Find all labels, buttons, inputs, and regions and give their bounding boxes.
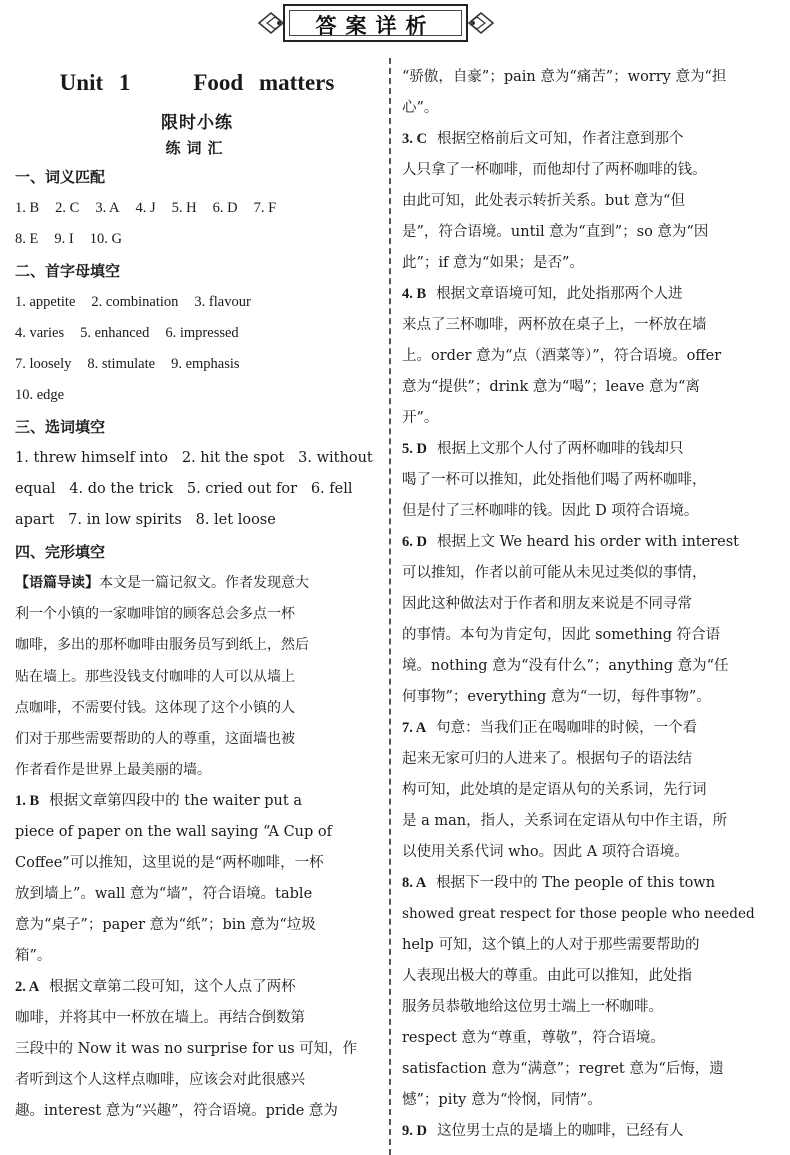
answer-item: 3. A xyxy=(95,200,120,216)
explanation-line: 开”。 xyxy=(402,410,439,426)
explanation-line: 以使用关系代词 who。因此 A 项符合语境。 xyxy=(402,844,689,860)
guide-line: 们对于那些需要帮助的人的尊重，这面墙也被 xyxy=(15,731,295,748)
explanation-line: 来点了三杯咖啡，两杯放在桌子上，一杯放在墙 xyxy=(402,317,707,333)
guide-line: 咖啡，多出的那杯咖啡由服务员写到纸上，然后 xyxy=(15,637,309,654)
question-9-explanation xyxy=(402,1116,774,1147)
explanation-line: 根据文章语境可知，此处指那两个人进 xyxy=(436,286,683,302)
answer-item: 2. combination xyxy=(91,294,179,310)
part2-row xyxy=(15,380,379,411)
right-column xyxy=(402,62,774,1147)
answer-item: 4. J xyxy=(135,200,156,216)
page-title: 答案详析 xyxy=(315,14,436,38)
question-number: 2. A xyxy=(15,979,40,996)
ornament-left-icon xyxy=(257,10,285,36)
explanation-line: respect 意为“尊重，尊敬”，符合语境。 xyxy=(402,1030,665,1046)
answer-item: 6. D xyxy=(212,200,238,216)
section-title: 限时小练 xyxy=(161,113,233,133)
left-column xyxy=(15,62,379,1127)
guide-line: 贴在墙上。那些没钱支付咖啡的人可以从墙上 xyxy=(15,668,295,685)
explanation-line: 根据上文 We heard his order with interest xyxy=(436,534,739,550)
explanation-line: 人表现出极大的尊重。由此可以推知，此处指 xyxy=(402,968,692,984)
part3-line: apart 7. in low spirits 8. let loose xyxy=(15,512,276,528)
explanation-line: 因此这种做法对于作者和朋友来说是不同寻常 xyxy=(402,596,692,612)
explanation-line: 的事情。本句为肯定句，因此 something 符合语 xyxy=(402,627,721,643)
answer-item: 5. H xyxy=(171,200,197,216)
explanation-line: 心”。 xyxy=(402,100,439,116)
explanation-line: 境。nothing 意为“没有什么”；anything 意为“任 xyxy=(402,658,729,674)
explanation-line: 是”，符合语境。until 意为“直到”；so 意为“因 xyxy=(402,224,709,240)
part1-row1 xyxy=(15,193,379,224)
question-3-explanation xyxy=(402,124,774,279)
explanation-line: showed great respect for those people who needed xyxy=(402,906,755,922)
explanation-line: 意为“桌子”；paper 意为“纸”；bin 意为“垃圾 xyxy=(15,917,316,934)
answer-item: 8. E xyxy=(15,231,39,247)
answer-item: 9. emphasis xyxy=(171,356,240,372)
explanation-line: 根据上文那个人付了两杯咖啡的钱却只 xyxy=(436,441,684,457)
question-1-explanation xyxy=(15,786,379,972)
explanation-line: 喝了一杯可以推知，此处指他们喝了两杯咖啡， xyxy=(402,472,707,488)
guide-tag: 【语篇导读】 xyxy=(15,575,99,591)
question-number: 5. D xyxy=(402,441,427,457)
part2-row xyxy=(15,287,379,318)
answer-item: 3. flavour xyxy=(194,294,251,310)
part3-title: 三、选词填空 xyxy=(15,418,106,436)
explanation-line: help 可知，这个镇上的人对于那些需要帮助的 xyxy=(402,937,700,953)
part2-title: 二、首字母填空 xyxy=(15,262,121,280)
guide-line: 点咖啡，不需要付钱。这体现了这个小镇的人 xyxy=(15,699,295,716)
explanation-line: 意为“提供”；drink 意为“喝”；leave 意为“离 xyxy=(402,379,700,395)
explanation-line: 根据下一段中的 The people of this town xyxy=(436,875,716,891)
explanation-line: Coffee”可以推知，这里说的是“两杯咖啡，一杯 xyxy=(15,855,324,872)
explanation-line: 三段中的 Now it was no surprise for us 可知，作 xyxy=(15,1041,358,1058)
answer-item: 10. edge xyxy=(15,387,65,403)
question-8-explanation xyxy=(402,868,774,1116)
explanation-line: 由此可知，此处表示转折关系。but 意为“但 xyxy=(402,193,685,209)
unit-title: Unit 1 Food matters xyxy=(59,70,335,95)
explanation-line: 憾”；pity 意为“怜悯，同情”。 xyxy=(402,1092,602,1108)
part1-row2 xyxy=(15,224,379,255)
answer-item: 4. varies xyxy=(15,325,65,341)
part2-row xyxy=(15,349,379,380)
explanation-line: 起来无家可归的人进来了。根据句子的语法结 xyxy=(402,751,692,767)
answer-item: 1. appetite xyxy=(15,294,76,310)
answer-item: 7. F xyxy=(253,200,277,216)
answer-item: 1. B xyxy=(15,200,40,216)
part1-title: 一、词义匹配 xyxy=(15,168,106,186)
answer-item: 7. loosely xyxy=(15,356,72,372)
explanation-line: 根据文章第二段可知，这个人点了两杯 xyxy=(49,979,296,996)
explanation-line: 何事物”；everything 意为“一切，每件事物”。 xyxy=(402,689,711,705)
guide-line: 利一个小镇的一家咖啡馆的顾客总会多点一杯 xyxy=(15,606,295,623)
page-header xyxy=(0,0,790,58)
answer-item: 9. I xyxy=(54,231,74,247)
question-2-explanation xyxy=(15,972,379,1127)
explanation-line: 人只拿了一杯咖啡，而他却付了两杯咖啡的钱。 xyxy=(402,162,707,178)
explanation-line: 但是付了三杯咖啡的钱。因此 D 项符合语境。 xyxy=(402,503,699,519)
guide-line: 作者看作是世界上最美丽的墙。 xyxy=(15,762,211,779)
guide-line: 本文是一篇记叙文。作者发现意大 xyxy=(99,575,309,591)
explanation-line: 根据文章第四段中的 the waiter put a xyxy=(49,793,302,810)
explanation-line: 根据空格前后文可知，作者注意到那个 xyxy=(436,131,684,147)
explanation-line: 这位男士点的是墙上的咖啡，已经有人 xyxy=(436,1123,684,1139)
question-number: 6. D xyxy=(402,534,427,550)
ornament-right-icon xyxy=(467,10,495,36)
question-6-explanation xyxy=(402,527,774,713)
part2-row xyxy=(15,318,379,349)
question-number: 1. B xyxy=(15,793,40,810)
column-divider xyxy=(389,58,391,1155)
question-number: 4. B xyxy=(402,286,427,302)
answer-item: 6. impressed xyxy=(165,325,239,341)
explanation-line: “骄傲，自豪”；pain 意为“痛苦”；worry 意为“担 xyxy=(402,69,727,85)
question-5-explanation xyxy=(402,434,774,527)
question-number: 3. C xyxy=(402,131,427,147)
answer-item: 8. stimulate xyxy=(87,356,156,372)
explanation-line: 此”；if 意为“如果；是否”。 xyxy=(402,255,584,271)
part3-line: equal 4. do the trick 5. cried out for 6. fell xyxy=(15,481,353,497)
explanation-line: 者听到这个人这样点咖啡，应该会对此很感兴 xyxy=(15,1072,305,1089)
explanation-line: 构可知，此处填的是定语从句的关系词，先行词 xyxy=(402,782,707,798)
answer-item: 10. G xyxy=(89,231,122,247)
answer-item: 5. enhanced xyxy=(80,325,150,341)
question-number: 7. A xyxy=(402,720,427,736)
question-2-continued xyxy=(402,62,774,124)
explanation-line: 可以推知，作者以前可能从未见过类似的事情， xyxy=(402,565,707,581)
explanation-line: 服务员恭敬地给这位男士端上一杯咖啡。 xyxy=(402,999,663,1015)
header-badge xyxy=(283,4,468,42)
explanation-line: 趣。interest 意为“兴趣”，符合语境。pride 意为 xyxy=(15,1103,338,1120)
question-number: 9. D xyxy=(402,1123,427,1139)
explanation-line: 上。order 意为“点（酒菜等）”，符合语境。offer xyxy=(402,348,722,364)
part4-title: 四、完形填空 xyxy=(15,543,106,561)
explanation-line: 是 a man，指人，关系词在定语从句中作主语，所 xyxy=(402,813,728,829)
explanation-line: satisfaction 意为“满意”；regret 意为“后悔，遗 xyxy=(402,1061,724,1077)
explanation-line: piece of paper on the wall saying “A Cup of xyxy=(15,824,333,841)
reading-guide xyxy=(15,568,379,786)
explanation-line: 放到墙上”。wall 意为“墙”，符合语境。table xyxy=(15,886,313,903)
answer-item: 2. C xyxy=(55,200,80,216)
part3-line: 1. threw himself into 2. hit the spot 3. without xyxy=(15,450,373,466)
explanation-line: 句意：当我们正在喝咖啡的时候，一个看 xyxy=(436,720,698,736)
explanation-line: 箱”。 xyxy=(15,948,52,965)
question-number: 8. A xyxy=(402,875,427,891)
explanation-line: 咖啡，并将其中一杯放在墙上。再结合倒数第 xyxy=(15,1010,305,1027)
sub-title: 练词汇 xyxy=(165,139,229,157)
question-4-explanation xyxy=(402,279,774,434)
question-7-explanation xyxy=(402,713,774,868)
